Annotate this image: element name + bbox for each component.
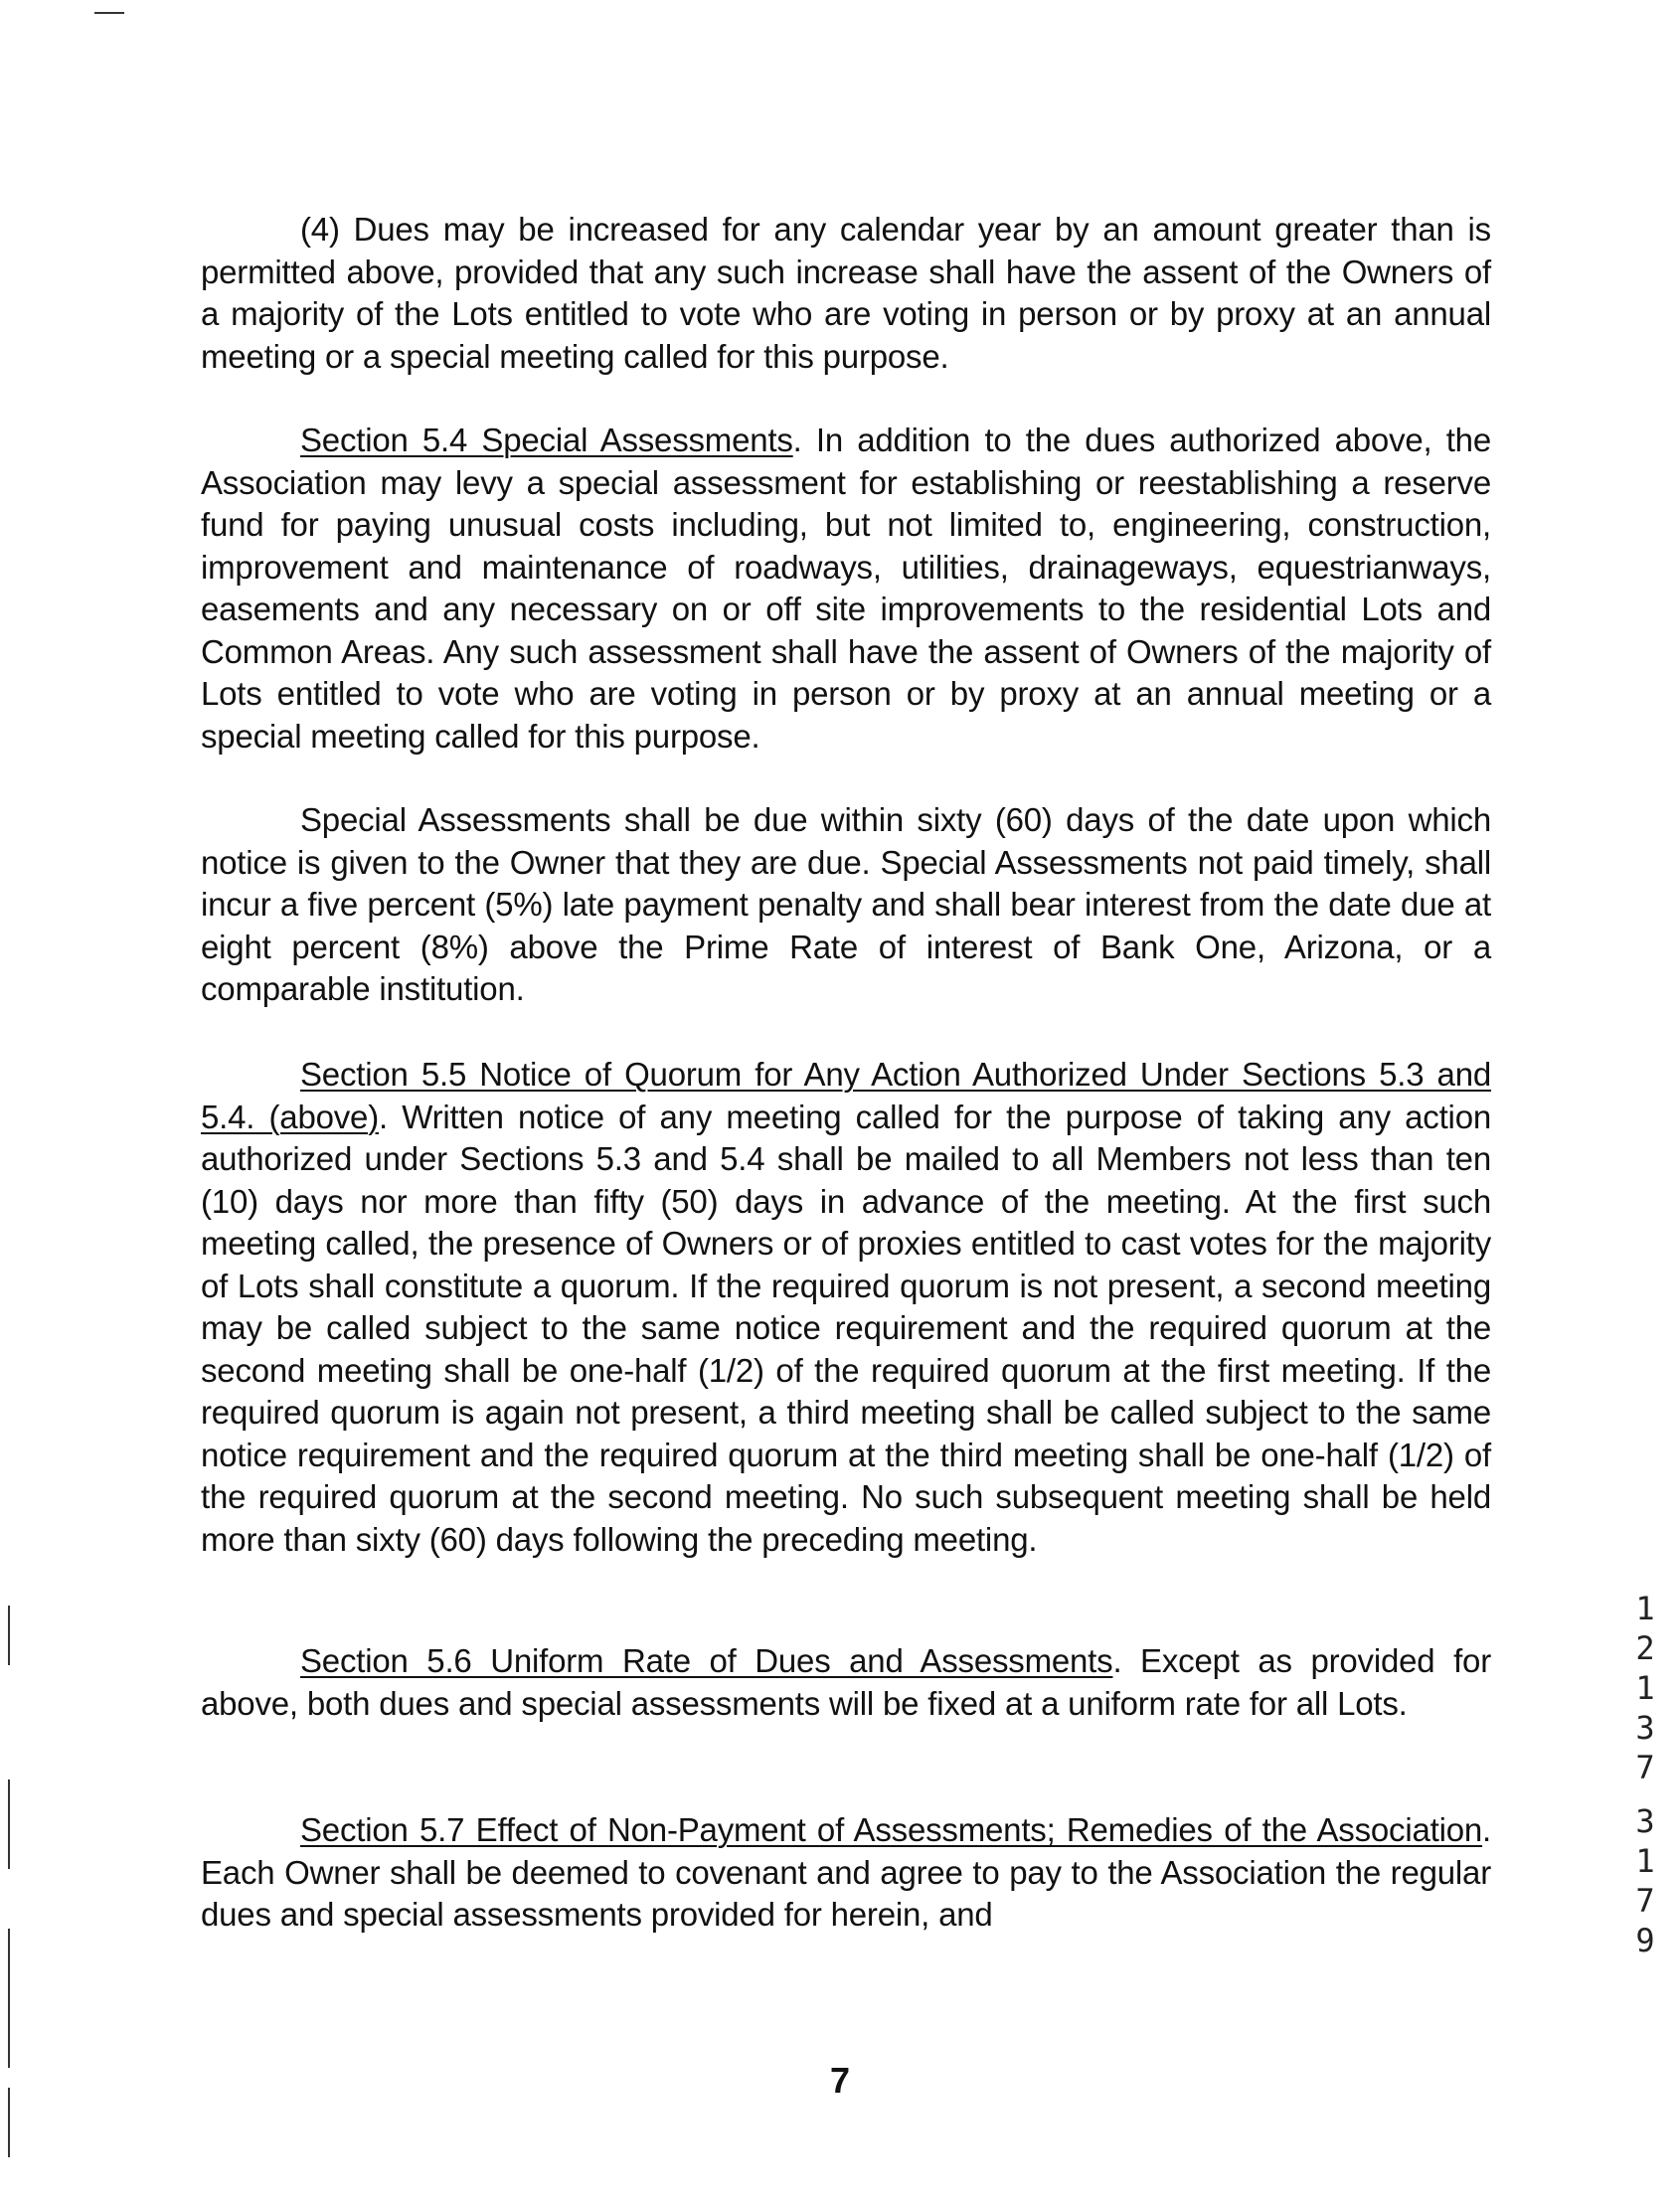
paragraph-section-5-6	[201, 1640, 1491, 1725]
paragraph-text: (4) Dues may be increased for any calendar year by an amount greater than is permitted above, provided that any such increase shall have the assent of the Owners of a majority of the Lots entitled to vote who are voting in person or by proxy at an annual meeting or a special meeting called for this purpose.	[201, 211, 1491, 375]
scan-mark	[8, 1929, 10, 2068]
paragraph-dues-increase	[201, 209, 1491, 378]
paragraph-section-5-5	[201, 1054, 1491, 1561]
page-number: 7	[829, 2060, 851, 2101]
stamp-digit: 1	[1635, 1842, 1655, 1880]
scan-mark	[8, 1606, 10, 1665]
stamp-digit: 3	[1635, 1709, 1655, 1747]
section-heading: Section 5.4 Special Assessments	[300, 422, 793, 458]
stamp-digit: 1	[1635, 1669, 1655, 1707]
paragraph-text: . Except as provided for above, both dues and special assessments will be fixed at a uniform rate for all Lots.	[201, 1642, 1491, 1722]
stamp-digit: 7	[1635, 1882, 1655, 1920]
recording-stamp-lower	[1628, 1801, 1662, 1960]
paragraph-text: Special Assessments shall be due within sixty (60) days of the date upon which notice is given to the Owner that they are due. Special Assessments not paid timely, shall incur a five percent (5%) late payment penalty and shall bear interest from the date due at eight percent (8%) above the Prime Rate of interest of Bank One, Arizona, or a comparable institution.	[201, 801, 1491, 1007]
paragraph-special-assessments-due	[201, 799, 1491, 1011]
stamp-digit: 3	[1635, 1802, 1655, 1840]
paragraph-text: . In addition to the dues authorized above, the Association may levy a special assessment for establishing or reestablishing a reserve fund for paying unusual costs including, but not limited to, engineering, construction, improvement and maintenance of roadways, utilities, drainageways, equestrianways, easements and any necessary on or off site improvements to the residential Lots and Common Areas. Any such assessment shall have the assent of Owners of the majority of Lots entitled to vote who are voting in person or by proxy at an annual meeting or a special meeting called for this purpose.	[201, 422, 1491, 755]
stamp-digit: 9	[1635, 1922, 1655, 1959]
paragraph-section-5-7	[201, 1809, 1491, 1937]
section-heading: Section 5.6 Uniform Rate of Dues and Assessments	[300, 1642, 1113, 1679]
paragraph-text: . Each Owner shall be deemed to covenant and agree to pay to the Association the regular dues and special assessments provided for herein, and	[201, 1811, 1491, 1933]
scan-mark	[94, 12, 124, 14]
stamp-digit: 7	[1635, 1749, 1655, 1786]
paragraph-section-5-4	[201, 420, 1491, 758]
paragraph-text: . Written notice of any meeting called for the purpose of taking any action authorized under Sections 5.3 and 5.4 shall be mailed to all Members not less than ten (10) days nor more than fifty (50) days in advance of the meeting. At the first such meeting called, the presence of Owners or of proxies entitled to cast votes for the majority of Lots shall constitute a quorum. If the required quorum is not present, a second meeting may be called subject to the same notice requirement and the required quorum at the second meeting shall be one-half (1/2) of the required quorum at the first meeting. If the required quorum is again not present, a third meeting shall be called subject to the same notice requirement and the required quorum at the third meeting shall be one-half (1/2) of the required quorum at the second meeting. No such subsequent meeting shall be held more than sixty (60) days following the preceding meeting.	[201, 1098, 1491, 1558]
recording-stamp-upper	[1628, 1589, 1662, 1787]
section-heading: Section 5.7 Effect of Non-Payment of Assessments; Remedies of the Association	[300, 1811, 1483, 1848]
stamp-digit: 1	[1635, 1590, 1655, 1627]
scan-mark	[8, 1780, 10, 1869]
stamp-digit: 2	[1635, 1629, 1655, 1667]
section-heading: Section 5.5 Notice of Quorum for Any Action Authorized Under Sections 5.3 and 5.4. (above)	[201, 1056, 1491, 1135]
